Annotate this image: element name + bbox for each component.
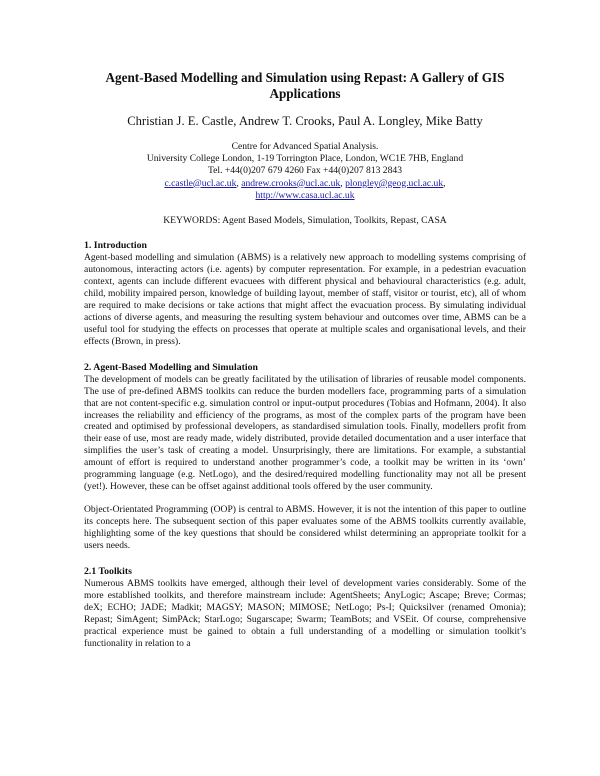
affiliation-line-1: Centre for Advanced Spatial Analysis. <box>231 141 379 152</box>
website-line <box>84 190 526 202</box>
email-separator: , <box>340 177 346 189</box>
section-heading-toolkits: 2.1 Toolkits <box>84 565 132 577</box>
paragraph-toolkits: Numerous ABMS toolkits have emerged, although their level of development varies considerably. Some of the more established toolkits, and therefore mainstream include: AgentSheets; AnyLogic; Ascape; Breve; Cormas; deX; ECHO; JADE; Madkit; MAGSY; MASON; MIMOSE; NetLogo; Ps-I; Quicksilver (renamed Omonia); Repast; SimAgent; SimPAck; StarLogo; Sugarscape; Swarm; TeamBots; and VSEit. Of course, comprehensive practical experience must be gained to obtain a full understanding of a modelling or simulation toolkit’s functionality in relation to a <box>84 577 526 649</box>
email-link-crooks[interactable]: andrew.crooks@ucl.ac.uk <box>241 177 341 189</box>
email-link-castle[interactable]: c.castle@ucl.ac.uk <box>164 177 237 189</box>
title-line-1: Agent-Based Modelling and Simulation using Repast: A Gallery of GIS <box>105 70 505 85</box>
email-separator: , <box>443 177 446 189</box>
website-link[interactable]: http://www.casa.ucl.ac.uk <box>255 189 355 201</box>
paragraph-introduction: Agent-based modelling and simulation (ABMS) is a relatively new approach to modelling systems comprising of autonomous, interacting actors (i.e. agents) by computer representation. For example, in a pedestrian evacuation context, agents can include different evacuees with different physical and behavioural characteristics (e.g. adult, child, mobility impaired person, knowledge of building layout, member of staff, visitor or tourist, etc), all of whom are required to make decisions or take actions that might affect the evacuation process. By simulating individual actions of diverse agents, and measuring the resulting system behaviour and outcomes over time, ABMS can be a useful tool for studying the effects on processes that operate at multiple scales and organisational levels, and their effects (Brown, in press). <box>84 252 526 347</box>
title-line-2: Applications <box>269 86 341 101</box>
email-line <box>84 178 526 190</box>
affiliation-phone-line: Tel. +44(0)207 679 4260 Fax +44(0)207 813 2843 <box>207 165 402 177</box>
paper-title <box>84 70 526 102</box>
section-heading-introduction: 1. Introduction <box>84 240 147 252</box>
affiliation-line-2: University College London, 1-19 Torrington Place, London, WC1E 7HB, England <box>146 153 464 165</box>
keywords: KEYWORDS: Agent Based Models, Simulation, Toolkits, Repast, CASA <box>163 215 447 227</box>
section-heading-abms: 2. Agent-Based Modelling and Simulation <box>84 361 258 373</box>
email-separator: , <box>236 177 242 189</box>
paragraph-abms-2: Object-Orientated Programming (OOP) is central to ABMS. However, it is not the intention of this paper to outline its concepts here. The subsequent section of this paper evaluates some of the ABMS toolkits currently available, highlighting some of the key questions that should be considered whilst determining an appropriate toolkit for a users needs. <box>84 504 526 552</box>
paragraph-abms-1: The development of models can be greatly facilitated by the utilisation of libraries of reusable model components. The use of pre-defined ABMS toolkits can reduce the burden modellers face, programming parts of a simulation that are not content-specific e.g. simulation control or input-output procedures (Tobias and Hofmann, 2004). It also increases the reliability and efficiency of the programs, as most of the complex parts of the program have been created and optimised by professional developers, as standardised simulation tools. Finally, modellers profit from their ease of use, most are ready made, widely distributed, provide detailed documentation and a user interface that simplifies the user’s task of creating a model. Unsurprisingly, there are limitations. For example, a substantial amount of effort is required to understand another programmer’s code, a toolkit may be written in its ‘own’ programming language (e.g. NetLogo), and the desired/required modelling functionality may not all be present (yet!). However, these can be offset against additional tools offered by the user community. <box>84 373 526 493</box>
email-link-longley[interactable]: plongley@geog.ucl.ac.uk <box>345 177 444 189</box>
author-list: Christian J. E. Castle, Andrew T. Crooks, Paul A. Longley, Mike Batty <box>127 114 483 128</box>
affiliation-block <box>84 141 526 202</box>
